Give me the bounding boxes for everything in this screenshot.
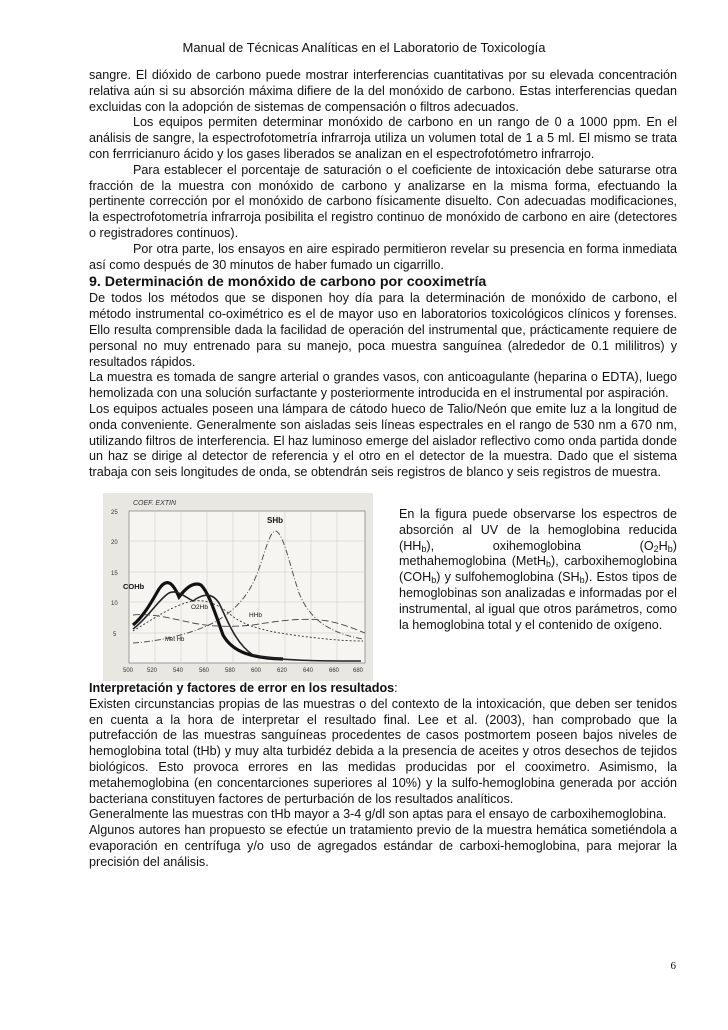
interpretation-paragraph-3: Algunos autores han propuesto se efectúe un tratamiento previo de la muestra hemática sometiéndola a evaporación en centrífuga y/o uso de agregados estándar de carboxi-hemoglobina, para mejorar la precisión del análisis. [89, 823, 677, 869]
label-o2hb: O2Hb [191, 603, 208, 611]
interpretation-paragraph-2: Generalmente las muestras con tHb mayor a 3-4 g/dl son aptas para el ensayo de carboxihemoglobina. [89, 807, 667, 822]
paragraph-intro-1: sangre. El dióxido de carbono puede mostrar interferencias cuantitativas por su elevada concentración relativa aún si su absorción máxima difiere de la del monóxido de carbono. Estas interferencias quedan excluidas con la adopción de sistemas de compensación o filtros adecuados. [89, 68, 677, 114]
corner-label: COEF. EXTIN [133, 499, 177, 507]
section-9-paragraph-3: Los equipos actuales poseen una lámpara de cátodo hueco de Talio/Neón que emite luz a la longitud de onda conveniente. Generalmente son aisladas seis líneas espectrales en el rango de 530 nm a 670 nm, utilizando filtros de interferencia. El haz luminoso emerge del aislador reflectivo como onda partida donde un haz se dirige al detector de referencia y el otro en el detector de la muestra. Dado que el sistema trabaja con seis longitudes de onda, se obtendrán seis registros de blanco y seis registros de muestra. [89, 401, 677, 480]
paragraph-intro-4: Por otra parte, los ensayos en aire espirado permitieron revelar su presencia en forma inmediata así como después de 30 minutos de haber fumado un cigarrillo. [89, 241, 677, 272]
x-tick-label: 520 [147, 667, 158, 674]
caption-text: ). Estos tipos de hemoglobinas son analizadas e informadas por el instrumental, al igual que otros parámetros, como la hemoglobina total y el contenido de oxígeno. [399, 570, 677, 632]
caption-subscript: b [545, 559, 551, 570]
x-tick-label: 680 [353, 667, 364, 674]
section-9-paragraph-1: De todos los métodos que se disponen hoy día para la determinación de monóxido de carbono, el método instrumental co-oximétrico es el de mayor uso en laboratorios toxicológicos clínicos y forenses. Ello resulta comprensible dada la facilidad de operación del instrumental que, prácticamente requiere de personal no muy entrenado para su manejo, poca muestra sanguínea (alrededor de 0.1 mililitros) y resultados rápidos. [89, 291, 677, 369]
y-tick-label: 5 [113, 631, 117, 638]
caption-subscript: b [579, 575, 585, 586]
y-tick-label: 10 [111, 600, 118, 607]
interpretation-heading: Interpretación y factores de error en los resultados [89, 680, 395, 695]
figure-row [89, 493, 677, 681]
caption-text: ), carboxihemoglobina (COH [399, 554, 677, 585]
x-tick-label: 540 [173, 667, 184, 674]
caption-text: H [658, 538, 668, 553]
document-body [89, 68, 677, 870]
spectra-plot [103, 493, 373, 681]
caption-subscript: b [431, 575, 437, 586]
x-tick-label: 580 [225, 667, 236, 674]
caption-text: ), oxihemoglobina (O [426, 538, 654, 553]
section-9-heading: 9. Determinación de monóxido de carbono por cooximetría [89, 274, 487, 291]
caption-text: En la figura puede observarse los espectros de absorción al UV de la hemoglobina reducida (HH [399, 506, 677, 553]
caption-text: ) methahemoglobina (MetH [399, 538, 677, 569]
y-tick-label: 15 [111, 570, 118, 577]
paragraph-intro-2: Los equipos permiten determinar monóxido de carbono en un rango de 0 a 1000 ppm. En el análisis de sangre, la espectrofotometría infrarroja utiliza un volumen total de 1 a 5 ml. El mismo se trata con ferrricianuro ácido y los gases liberados se analizan en el espectrofotómetro infrarrojo. [89, 115, 677, 161]
x-tick-label: 640 [303, 667, 314, 674]
section-9-paragraph-2: La muestra es tomada de sangre arterial o grandes vasos, con anticoagulante (heparina o EDTA), luego hemolizada con una solución surfactante y posteriormente introducida en el instrumental por aspiración. [89, 370, 677, 401]
x-tick-label: 500 [123, 667, 134, 674]
interpretation-heading-line [89, 681, 677, 697]
caption-subscript: 2 [653, 543, 659, 554]
label-shb: SHb [267, 515, 283, 525]
figure-caption [399, 507, 677, 633]
y-tick-label: 20 [111, 539, 118, 546]
x-tick-label: 560 [199, 667, 210, 674]
interpretation-paragraph-1: Existen circunstancias propias de las muestras o del contexto de la intoxicación, que deben ser tenidos en cuenta a la hora de interpretar el resultado final. Lee et al. (2003), han comprobado que la putrefacción de las muestras sanguíneas procedentes de casos postmortem poseen bajos niveles de hemoglobina total (tHb) y muy alta turbidéz debida a la presencia de aceites y otros desechos de tejidos biológicos. Esto provoca errores en las medidas producidas por el cooximetro. Asimismo, la metahemoglobina (en concentarciones superiores al 10%) y la sulfo-hemoglobina generada por acción bacteriana constituyen factores de perturbación de los resultados analíticos. [89, 696, 677, 806]
paragraph-intro-3: Para establecer el porcentaje de saturación o el coeficiente de intoxicación debe saturarse otra fracción de la muestra con monóxido de carbono y analizarse en la misma forma, efectuando la pertinente corrección por el monóxido de carbono físicamente disuelto. Con adecuadas modificaciones, la espectrofotometría infrarroja posibilita el registro continuo de monóxido de carbono en aire (detectores o registradores continuos). [89, 162, 677, 240]
label-hhb: HHb [249, 611, 263, 619]
absorption-spectra-figure [103, 493, 373, 681]
caption-subscript: b [421, 543, 427, 554]
label-cohb: COHb [123, 581, 145, 591]
running-header: Manual de Técnicas Analíticas en el Laboratorio de Toxicología [182, 40, 546, 55]
x-tick-label: 600 [251, 667, 262, 674]
x-tick-label: 620 [277, 667, 288, 674]
page-number: 6 [670, 960, 676, 972]
caption-text: ) y sulfohemoglobina (SH [436, 570, 580, 585]
x-tick-label: 660 [329, 667, 340, 674]
y-tick-label: 25 [111, 509, 118, 516]
interpretation-heading-colon: : [394, 680, 398, 695]
label-methb: Met Hb [165, 636, 185, 643]
caption-subscript: b [667, 543, 673, 554]
